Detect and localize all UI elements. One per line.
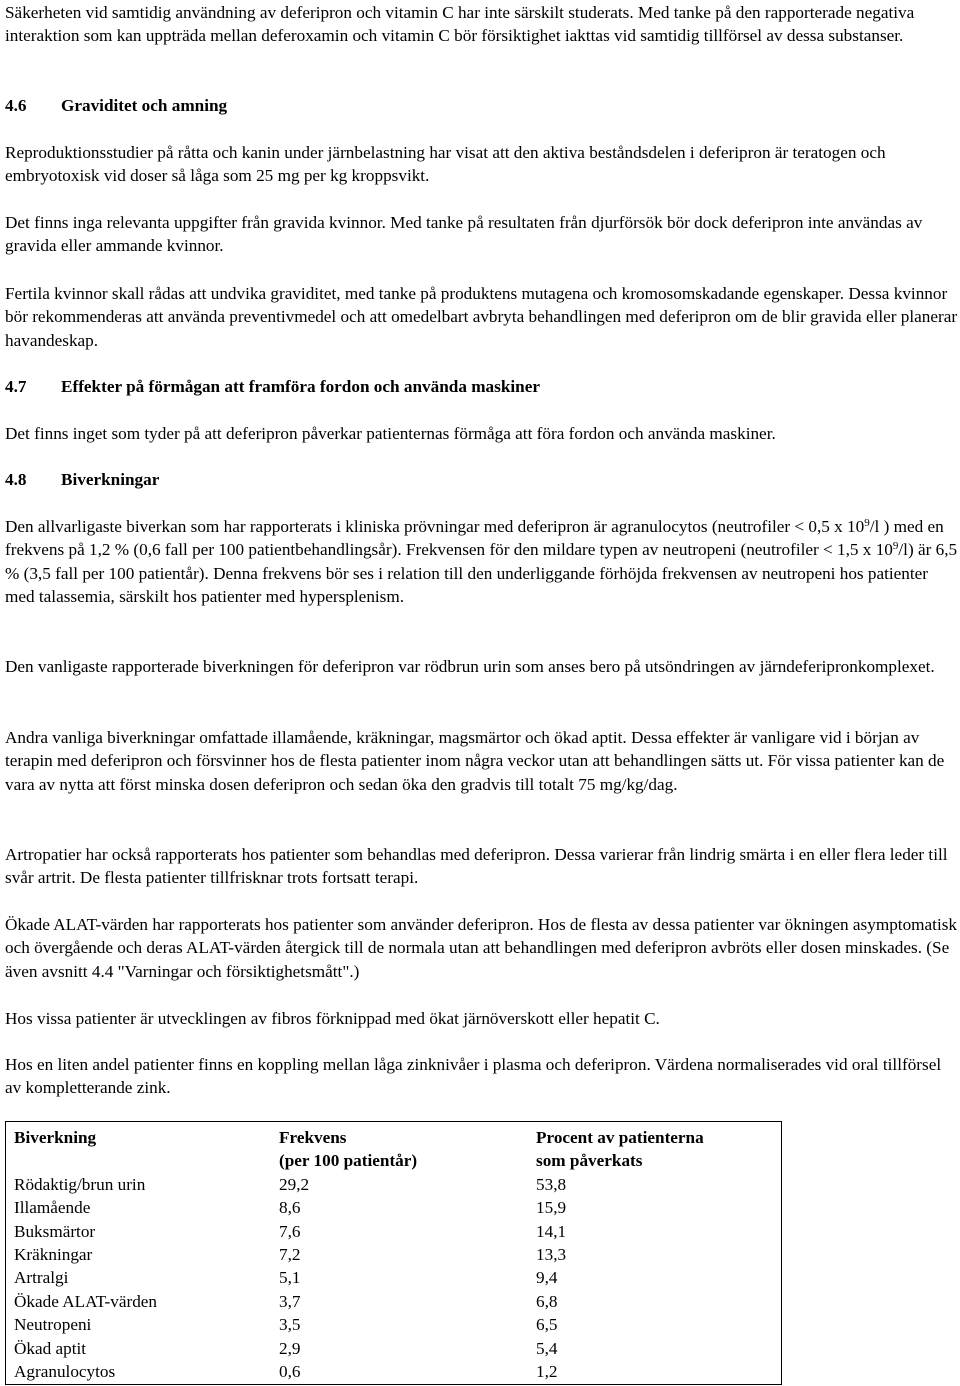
table-row [6, 1173, 782, 1196]
header-cell: Procent av patienterna [536, 1128, 704, 1147]
intro-paragraph: Säkerheten vid samtidig användning av deferipron och vitamin C har inte särskilt studerats. Med tanke på den rapporterade negativa interaktion som kan uppträda mellan deferoxamin och vitamin C bör försiktighet iakttas vid samtidig tillförsel av dessa substanser. [5, 3, 915, 46]
paragraph: Hos en liten andel patienter finns en koppling mellan låga zinknivåer i plasma och deferipron. Värdena normaliserades vid oral tillförsel av kompletterande zink. [5, 1055, 942, 1098]
table-cell: 13,3 [536, 1245, 567, 1265]
section-title: Effekter på förmågan att framföra fordon och använda maskiner [61, 377, 540, 396]
table-row [6, 1220, 782, 1243]
table-cell: 5,1 [279, 1268, 301, 1288]
table-cell: 6,8 [536, 1291, 558, 1311]
table-cell: 9,4 [536, 1268, 558, 1288]
header-cell: (per 100 patientår) [279, 1151, 418, 1171]
table-row [6, 1266, 782, 1289]
paragraph: Ökade ALAT-värden har rapporterats hos patienter som använder deferipron. Hos de flesta av dessa patienter var ökningen asymptomatisk och övergående och deras ALAT-värden återgick till de normala utan att behandlingen med deferipron avbröts eller dosen minskades. (Se även avsnitt 4.4 "Varningar och försiktighetsmått".) [5, 915, 958, 981]
paragraph: Den vanligaste rapporterade biverkningen för deferipron var rödbrun urin som anses bero på utsöndringen av järndeferipronkomplexet. [5, 657, 935, 676]
table-row [6, 1243, 782, 1266]
table-cell: 7,2 [279, 1245, 301, 1265]
section-title: Graviditet och amning [61, 96, 228, 115]
header-cell: Biverkning [14, 1128, 97, 1147]
table-header-row [6, 1149, 782, 1172]
table-cell: Rödaktig/brun urin [14, 1174, 146, 1194]
paragraph: Hos vissa patienter är utvecklingen av fibros förknippad med ökat järnöverskott eller hepatit C. [5, 1009, 660, 1028]
header-cell: som påverkats [536, 1151, 643, 1171]
table-row [6, 1313, 782, 1336]
section-number: 4.8 [5, 470, 27, 489]
table-cell: 7,6 [279, 1221, 301, 1241]
section-4-6-heading [5, 94, 227, 117]
adverse-reactions-table [5, 1121, 782, 1385]
section-number: 4.6 [5, 96, 27, 115]
section-4-7-heading [5, 375, 540, 398]
section-number: 4.7 [5, 377, 27, 396]
section-title: Biverkningar [61, 470, 160, 489]
table-cell: Ökad aptit [14, 1338, 87, 1358]
section-4-8-heading [5, 468, 159, 491]
table-cell: Illamående [14, 1198, 91, 1218]
header-cell: Frekvens [279, 1128, 347, 1147]
paragraph: Artropatier har också rapporterats hos patienter som behandlas med deferipron. Dessa varierar från lindrig smärta i en eller flera leder till svår artrit. De flesta patienter tillfrisknar trots fortsatt terapi. [5, 845, 948, 888]
table-cell: Buksmärtor [14, 1221, 96, 1241]
table-row [6, 1290, 782, 1313]
table-cell: 3,5 [279, 1315, 301, 1335]
table-row [6, 1337, 782, 1360]
paragraph: Reproduktionsstudier på råtta och kanin under järnbelastning har visat att den aktiva beståndsdelen i deferipron är teratogen och embryotoxisk vid doser så låga som 25 mg per kg kroppsvikt. [5, 143, 886, 186]
table-cell: Kräkningar [14, 1245, 93, 1265]
table-cell: 2,9 [279, 1338, 301, 1358]
paragraph: Det finns inga relevanta uppgifter från gravida kvinnor. Med tanke på resultaten från djurförsök bör dock deferipron inte användas av gravida eller ammande kvinnor. [5, 213, 923, 256]
table-cell: 3,7 [279, 1291, 301, 1311]
header-cell [6, 1149, 272, 1172]
table-cell: Agranulocytos [14, 1362, 116, 1382]
table-cell: 29,2 [279, 1174, 310, 1194]
table-cell: Neutropeni [14, 1315, 92, 1335]
table-cell: 15,9 [536, 1198, 567, 1218]
paragraph: Andra vanliga biverkningar omfattade illamående, kräkningar, magsmärtor och ökad aptit. Dessa effekter är vanligare vid i början av terapin med deferipron och försvinner hos de flesta patienter inom några veckor utan att behandlingen sätts ut. För vissa patienter kan de vara av nytta att först minska dosen deferipron och sedan öka den gradvis till totalt 75 mg/kg/dag. [5, 728, 945, 794]
table-row [6, 1360, 782, 1385]
table-cell: 14,1 [536, 1221, 567, 1241]
paragraph: Fertila kvinnor skall rådas att undvika graviditet, med tanke på produktens mutagena och kromosomskadande egenskaper. Dessa kvinnor bör rekommenderas att använda preventivmedel och att omedelbart avbryta behandlingen med deferipron om de blir gravida eller planerar havandeskap. [5, 284, 958, 350]
table-cell: 5,4 [536, 1338, 558, 1358]
table-cell: 1,2 [536, 1362, 558, 1382]
table-header-row [6, 1122, 782, 1150]
table-cell: 6,5 [536, 1315, 558, 1335]
table-cell: Ökade ALAT-värden [14, 1291, 158, 1311]
paragraph: Det finns inget som tyder på att deferipron påverkar patienternas förmåga att föra fordon och använda maskiner. [5, 424, 776, 443]
table-cell: 8,6 [279, 1198, 301, 1218]
table-cell: 53,8 [536, 1174, 567, 1194]
table-cell: Artralgi [14, 1268, 69, 1288]
paragraph-agranulocytosis: Den allvarligaste biverkan som har rapporterats i kliniska prövningar med deferipron är agranulocytos (neutrofiler < 0,5 x $10^9/l$ ) med en frekvens på 1,2 % (0,6 fall per 100 patientbehandlingsår). Frekvensen för den mildare typen av neutropeni (neutrofiler < 1,5 x $10^9/l$) är 6,5 % (3,5 fall per 100 patientår). Denna frekvens bör ses i relation till den underliggande förhöjda frekvensen av neutropeni hos patienter med talassemia, särskilt hos patienter med hypersplenism. [5, 517, 958, 607]
table-row [6, 1196, 782, 1219]
table-cell: 0,6 [279, 1362, 301, 1382]
